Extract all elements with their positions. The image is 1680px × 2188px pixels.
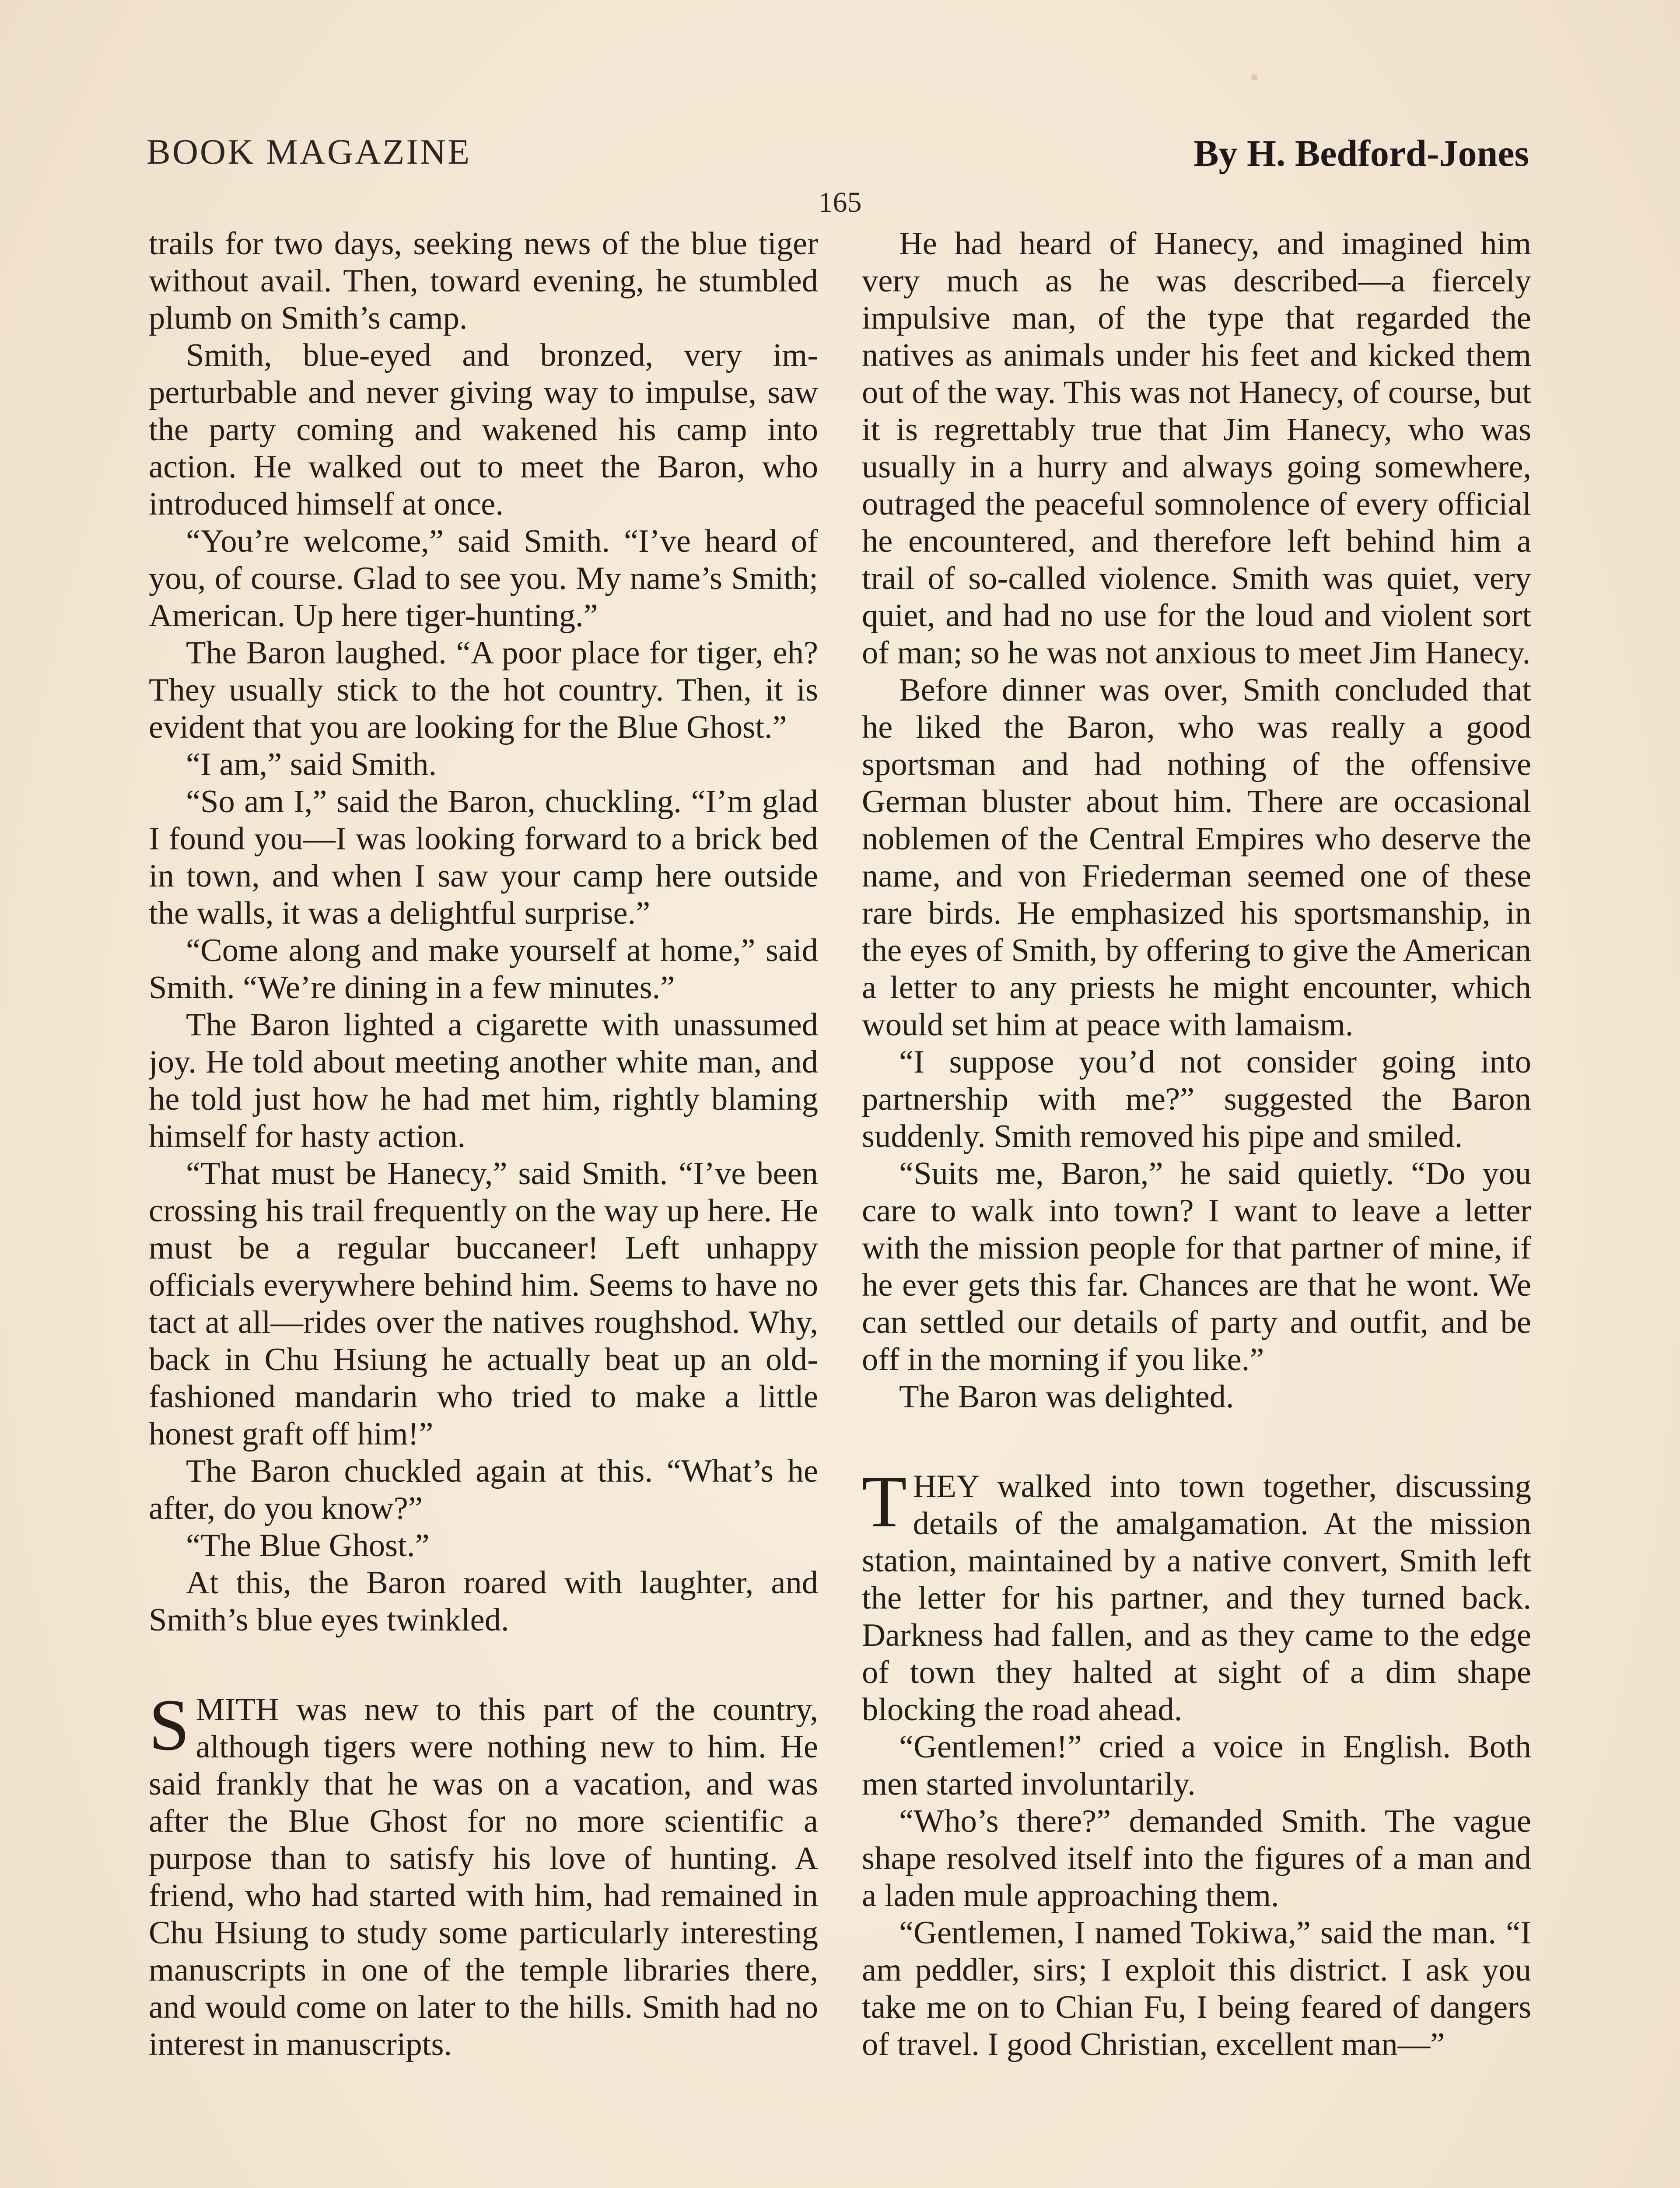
running-head: [147, 131, 1529, 179]
paragraph: “Who’s there?” demanded Smith. The vague shape resolved itself into the figures of a man and a laden mule approaching them.: [862, 1803, 1531, 1914]
publication-title: BOOK MAGAZINE: [147, 132, 472, 172]
page-number: 165: [818, 186, 862, 218]
paragraph: “Gentlemen!” cried a voice in English. Both men started involuntarily.: [862, 1729, 1531, 1802]
drop-cap: S: [149, 1684, 190, 1766]
paragraph: He had heard of Hanecy, and imagined him very much as he was described—a fiercely impulsive man, of the type that regarded the natives as animals under his feet and kicked them out of the way. This was not Hanecy, of course, but it is regrettably true that Jim Hanecy, who was usually in a hurry and always going somewhere, outraged the peaceful somnolence of every official he encountered, and therefore left behind him a trail of so-called violence. Smith was quiet, very quiet, and had no use for the loud and violent sort of man; so he was not anxious to meet Jim Hanecy.: [862, 226, 1531, 671]
section-opening-paragraph: [149, 1684, 818, 2063]
paragraph: “Suits me, Baron,” he said quietly. “Do you care to walk into town? I want to leave a letter with the mission people for that partner of mine, if he ever gets this far. Chances are that he wont. We can settled our details of party and outfit, and be off in the morning if you like.”: [862, 1156, 1531, 1378]
paragraph: At this, the Baron roared with laughter, and Smith’s blue eyes twinkled.: [149, 1565, 818, 1638]
paragraph: Smith, blue-eyed and bronzed, very imperturbable and never giving way to impulse, saw the party coming and wakened his camp into action. He walked out to meet the Baron, who introduced himself at once.: [149, 337, 818, 522]
section-opening-paragraph: [862, 1461, 1531, 1729]
paragraph: “I suppose you’d not consider going into partnership with me?” suggested the Baron suddenly. Smith removed his pipe and smiled.: [862, 1044, 1531, 1154]
paper-speck: [1251, 74, 1257, 81]
paragraph: The Baron chuckled again at this. “What’s he after, do you know?”: [149, 1453, 818, 1526]
paragraph: The Baron was delighted.: [899, 1379, 1234, 1415]
paragraph: “That must be Hanecy,” said Smith. “I’ve been crossing his trail frequently on the way up here. He must be a regular buccaneer! Left unhappy officials everywhere behind him. Seems to have no tact at all—rides over the natives roughshod. Why, back in Chu Hsiung he actually beat up an old-fashioned mandarin who tried to make a little honest graft off him!”: [149, 1156, 818, 1452]
paragraph: “I am,” said Smith.: [186, 747, 437, 782]
paragraph: trails for two days, seeking news of the blue tiger without avail. Then, toward evening, he stumbled plumb on Smith’s camp.: [149, 226, 818, 336]
paragraph: “Come along and make yourself at home,” said Smith. “We’re dining in a few minutes.”: [149, 933, 818, 1006]
paragraph: “The Blue Ghost.”: [186, 1528, 430, 1564]
paragraph: “You’re welcome,” said Smith. “I’ve heard of you, of course. Glad to see you. My name’s Smith; American. Up here tiger-hunting.”: [149, 523, 818, 634]
paragraph: Before dinner was over, Smith concluded that he liked the Baron, who was really a good sportsman and had nothing of the offensive German bluster about him. There are occasional noblemen of the Central Empires who deserve the name, and von Friederman seemed one of these rare birds. He emphasized his sportsmanship, in the eyes of Smith, by offering to give the American a letter to any priests he might encounter, which would set him at peace with lamaism.: [862, 672, 1531, 1043]
drop-cap: T: [862, 1461, 907, 1543]
section-opening-text: MITH was new to this part of the country, although tigers were nothing new to him. He said frankly that he was on a vacation, and was after the Blue Ghost for no more scientific a purpose than to satisfy his love of hunting. A friend, who had started with him, had remained in Chu Hsiung to study some particularly interesting manuscripts in one of the temple libraries there, and would come on later to the hills. Smith had no interest in manuscripts.: [149, 1692, 818, 2062]
author-byline: By H. Bedford-Jones: [1194, 132, 1529, 174]
paragraph: The Baron laughed. “A poor place for tiger, eh? They usually stick to the hot country. Then, it is evident that you are looking for the Blue Ghost.”: [149, 635, 818, 745]
paragraph: “Gentlemen, I named Tokiwa,” said the man. “I am peddler, sirs; I exploit this district. I ask you take me on to Chian Fu, I being feared of dangers of travel. I good Christian, excellent man—”: [862, 1915, 1531, 2062]
right-column: [862, 225, 1531, 2188]
section-opening-text: HEY walked into town together, discussing details of the amalgamation. At the mission station, maintained by a native convert, Smith left the letter for his partner, and they turned back. Darkness had fallen, and as they came to the edge of town they halted at sight of a dim shape blocking the road ahead.: [862, 1469, 1531, 1728]
left-column: [149, 225, 818, 2188]
paragraph: The Baron lighted a cigarette with unassumed joy. He told about meeting another white man, and he told just how he had met him, rightly blaming himself for hasty action.: [149, 1007, 818, 1154]
paragraph: “So am I,” said the Baron, chuckling. “I’m glad I found you—I was looking forward to a brick bed in town, and when I saw your camp here outside the walls, it was a delightful surprise.”: [149, 784, 818, 931]
